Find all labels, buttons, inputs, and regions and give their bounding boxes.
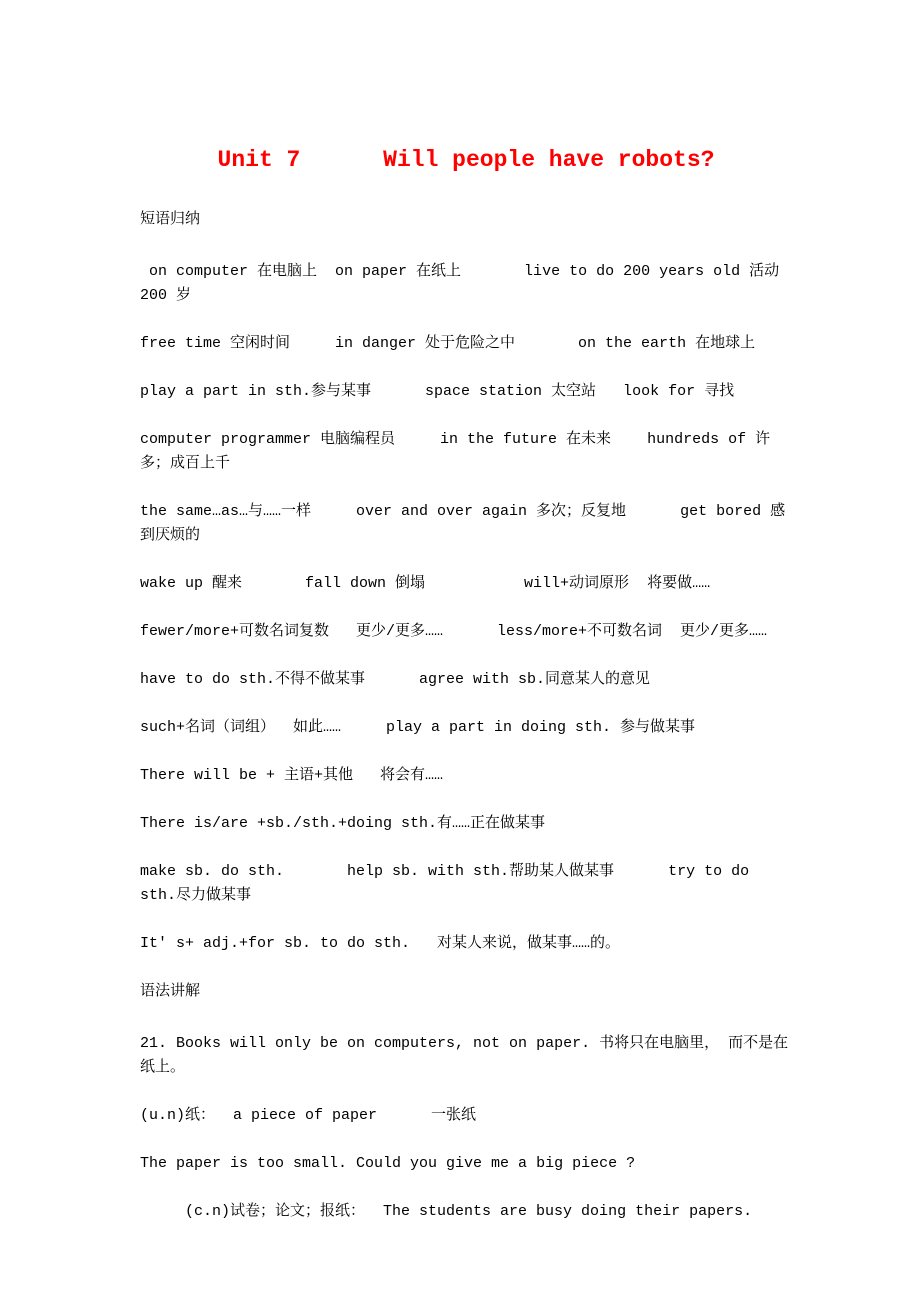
phrase-line: such+名词（词组） 如此…… play a part in doing sth. 参与做某事: [140, 719, 696, 736]
section-heading-phrases: 短语归纳: [140, 211, 201, 228]
phrase-line: free time 空闲时间 in danger 处于危险之中 on the earth 在地球上: [140, 335, 756, 352]
section-heading-grammar: 语法讲解: [140, 983, 201, 1000]
phrase-line: There is/are +sb./sth.+doing sth.有……正在做某事: [140, 815, 546, 832]
phrase-line: fewer/more+可数名词复数 更少/更多…… less/more+不可数名词 更少/更多……: [140, 623, 768, 640]
phrase-line: There will be + 主语+其他 将会有……: [140, 767, 444, 784]
phrase-line: make sb. do sth. help sb. with sth.帮助某人做某事 try to do sth.尽力做某事: [140, 863, 759, 904]
phrase-line: play a part in sth.参与某事 space station 太空站 look for 寻找: [140, 383, 735, 400]
phrase-line: computer programmer 电脑编程员 in the future 在未来 hundreds of 许多；成百上千: [140, 431, 771, 472]
grammar-line: (u.n)纸： a piece of paper 一张纸: [140, 1107, 477, 1124]
phrase-line: the same…as…与……一样 over and over again 多次；反复地 get bored 感到厌烦的: [140, 503, 786, 544]
phrase-line: wake up 醒来 fall down 倒塌 will+动词原形 将要做……: [140, 575, 711, 592]
phrase-line: have to do sth.不得不做某事 agree with sb.同意某人的意见: [140, 671, 651, 688]
page-title: Unit 7 Will people have robots?: [217, 147, 715, 173]
phrase-line: It' s+ adj.+for sb. to do sth. 对某人来说，做某事……的。: [140, 935, 621, 952]
grammar-line: 21. Books will only be on computers, not on paper. 书将只在电脑里， 而不是在纸上。: [140, 1035, 789, 1076]
grammar-line: The paper is too small. Could you give me a big piece ?: [140, 1155, 636, 1172]
grammar-line: (c.n)试卷；论文；报纸： The students are busy doing their papers.: [140, 1203, 753, 1220]
phrase-line: on computer 在电脑上 on paper 在纸上 live to do 200 years old 活动 200 岁: [140, 263, 789, 304]
